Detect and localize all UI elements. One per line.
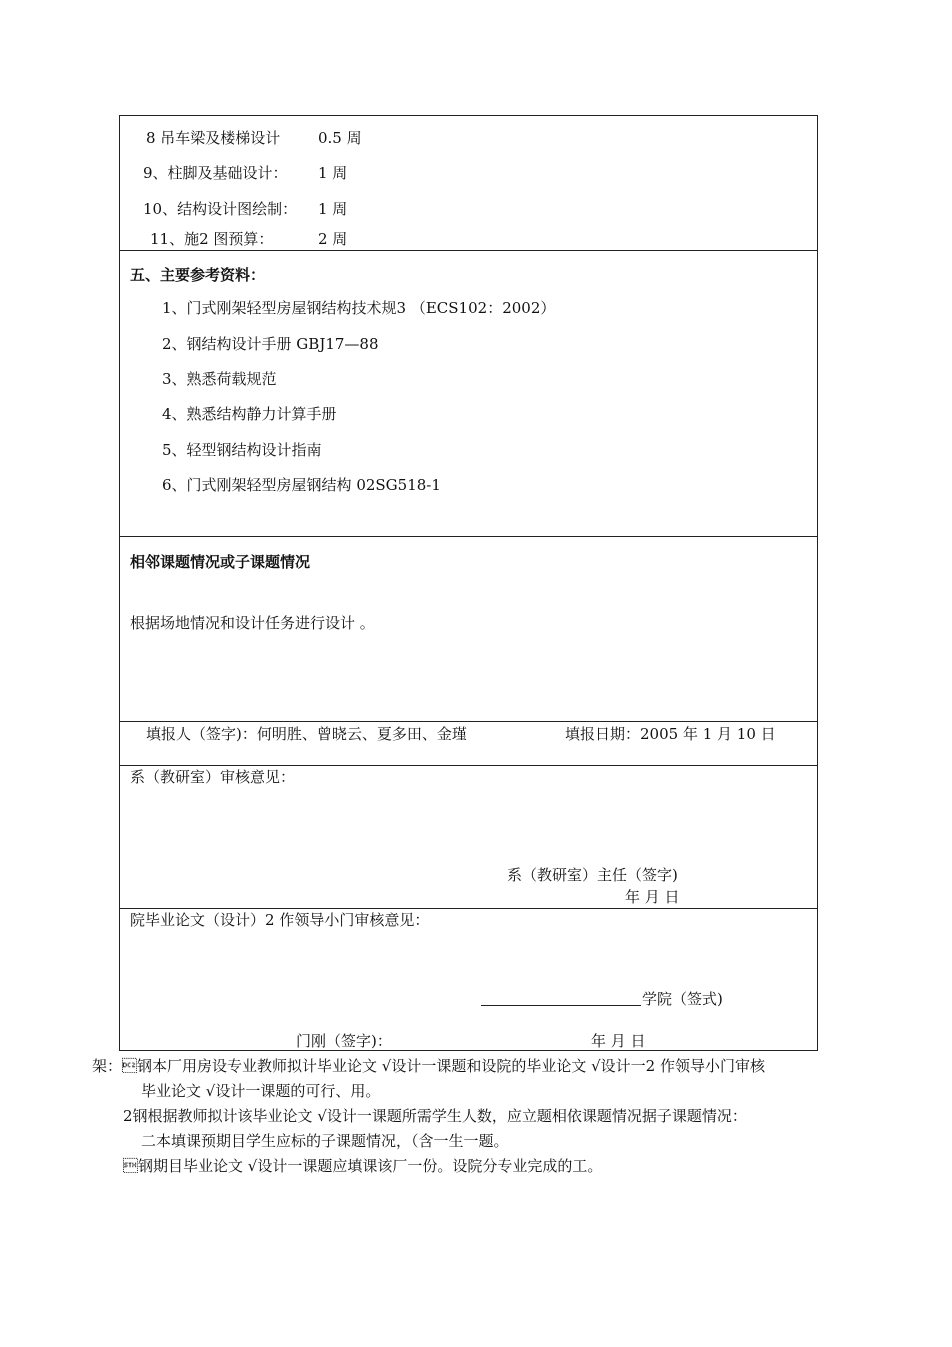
note-line: 二本填课预期目学生应标的子课题情况，（含一生一题。	[141, 1132, 509, 1150]
reference-item: 6、门式刚架轻型房屋钢结构 02SG518-1	[162, 476, 441, 494]
reference-item: 1、门式刚架轻型房屋钢结构技术规3 （ECS102：2002）	[162, 299, 556, 317]
divider	[119, 250, 818, 251]
schedule-item-value: 2 周	[318, 230, 348, 248]
dept-review-date: 年 月 日	[625, 888, 680, 906]
reference-item: 4、熟悉结构静力计算手册	[162, 405, 337, 423]
note-line: 钢期目毕业论文 √设计一课题应填课该厂一份。设院分专业完成的工。	[123, 1157, 603, 1175]
note-line: 毕业论文 √设计一课题的可行、用。	[141, 1082, 381, 1100]
schedule-item-label: 11、施2 图预算：	[150, 230, 274, 248]
dept-review-signer: 系（教研室）主任（签字)	[507, 866, 678, 884]
leader-sign-label: 门刚（签字)：	[296, 1032, 392, 1050]
schedule-item-value: 1 周	[318, 200, 348, 218]
note-line: 2钢根据教师拟计该毕业论文 √设计一课题所需学生人数，应立题相依课题情况据子课题情况：	[123, 1107, 747, 1125]
reference-item: 2、钢结构设计手册 GBJ17—88	[162, 335, 379, 353]
schedule-item-label: 9、柱脚及基础设计：	[143, 164, 288, 182]
divider	[119, 908, 818, 909]
adjacent-heading: 相邻课题情况或子课题情况	[130, 553, 311, 571]
schedule-item-label: 8 吊车梁及楼梯设计	[146, 129, 281, 147]
college-review-date: 年 月 日	[591, 1032, 646, 1050]
filler-label: 填报人（签字)：何明胜、曾晓云、夏多田、金瑾	[146, 725, 467, 743]
note-line: 架：钢本厂用房设专业教师拟计毕业论文 √设计一课题和设院的毕业论文 √设计一2 作领导小门审核	[92, 1057, 765, 1075]
dept-review-label: 系（教研室）审核意见：	[130, 768, 296, 786]
reference-item: 3、熟悉荷载规范	[162, 370, 277, 388]
college-review-label: 院毕业论文（设计）2 作领导小门审核意见：	[130, 911, 430, 929]
divider	[119, 536, 818, 537]
filler-date: 填报日期：2005 年 1 月 10 日	[565, 725, 776, 743]
schedule-item-label: 10、结构设计图绘制：	[143, 200, 298, 218]
references-heading: 五、主要参考资料：	[130, 266, 266, 284]
reference-item: 5、轻型钢结构设计指南	[162, 441, 322, 459]
divider	[119, 721, 818, 722]
college-sign-label: 学院（签式)	[642, 990, 723, 1008]
adjacent-body: 根据场地情况和设计任务进行设计 。	[130, 614, 375, 632]
divider	[119, 765, 818, 766]
schedule-item-value: 1 周	[318, 164, 348, 182]
schedule-item-value: 0.5 周	[318, 129, 362, 147]
signature-line	[481, 1005, 641, 1006]
